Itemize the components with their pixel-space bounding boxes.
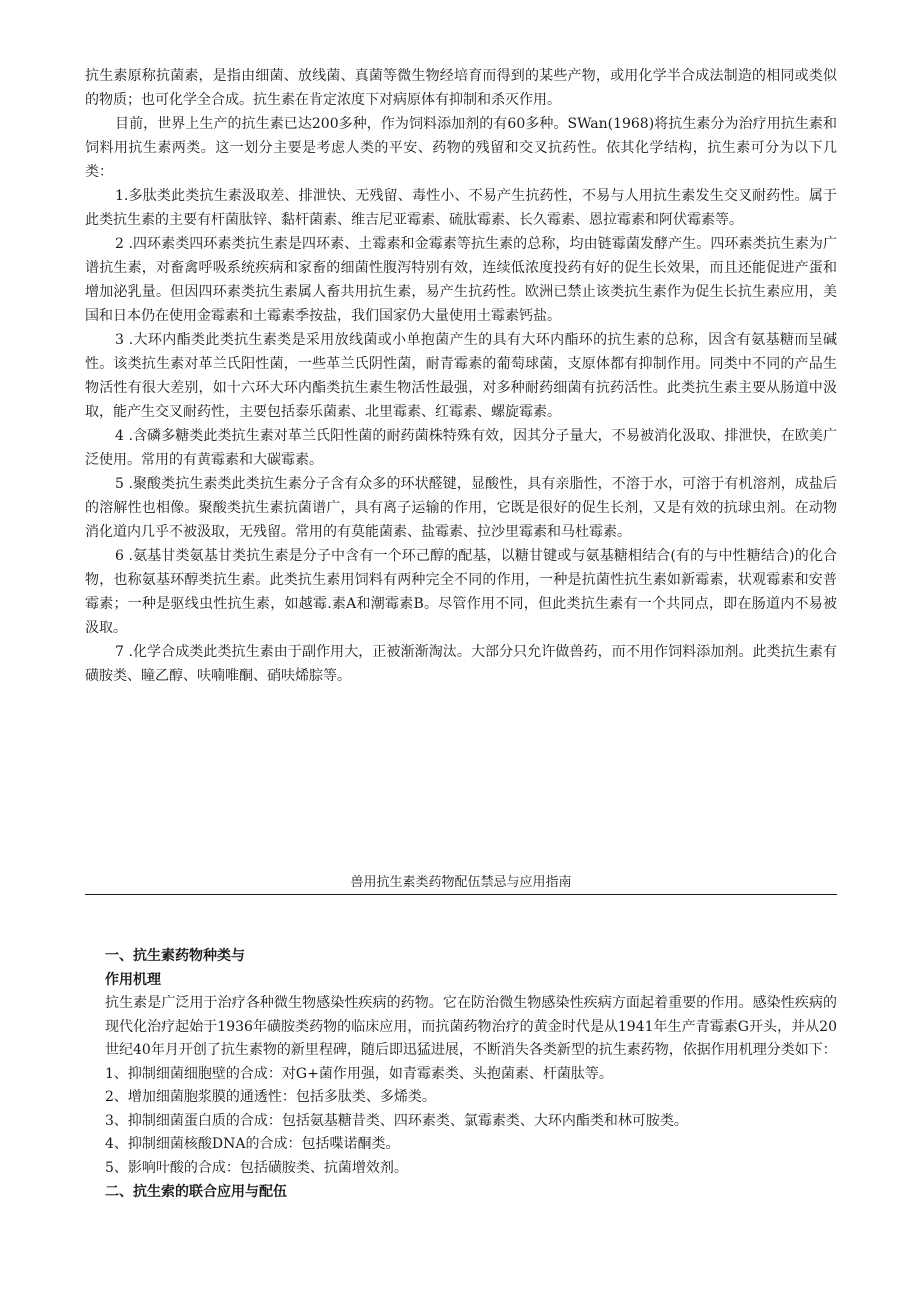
document-title: 兽用抗生素类药物配伍禁忌与应用指南	[350, 875, 572, 890]
mechanism-item: 3、抑制细菌蛋白质的合成：包括氨基糖昔类、四环素类、氯霉素类、大环内酯类和林可胺类。	[105, 1112, 688, 1129]
mechanism-item: 2、增加细菌胞浆膜的通透性：包括多肽类、多烯类。	[105, 1089, 436, 1105]
category-macrolide: 3 .大环内酯类此类抗生素类是采用放线菌或小单抱菌产生的具有大环内酯环的抗生素的总称，因含有氨基糖而呈碱性。该类抗生素对革兰氏阳性菌，一些革兰氏阴性菌，耐青霉素的葡萄球菌，支原体都有抑制作用。同类中不同的产品生物活性有很大差别，如十六环大环内酯类抗生素生物活性最强，对多种耐药细菌有抗药活性。此类抗生素主要从肠道中汲取，能产生交叉耐药性，主要包括泰乐菌素、北里霉素、红霉素、螺旋霉素。	[85, 332, 837, 420]
category-tetracycline: 2 .四环素类四环素类抗生素是四环素、土霉素和金霉素等抗生素的总称，均由链霉菌发酵产生。四环素类抗生素为广谱抗生素，对畜禽呼吸系统疾病和家畜的细菌性腹泻特别有效，连续低浓度投药有好的促生长效果，而且还能促进产蛋和增加泌乳量。但因四环素类抗生素属人畜共用抗生素，易产生抗药性。欧洲已禁止该类抗生素作为促生长抗生素应用，美国和日本仍在使用金霉素和土霉素季按盐，我们国家仍大量使用土霉素钙盐。	[85, 236, 837, 324]
document-title-block	[85, 873, 837, 895]
mechanism-item: 1、抑制细菌细胞壁的合成：对G+菌作用强，如青霉素类、头抱菌素、杆菌肽等。	[105, 1065, 613, 1082]
category-phosphoglycolipid: 4 .含磷多糖类此类抗生素对革兰氏阳性菌的耐药菌株特殊有效，因其分子量大，不易被消化汲取、排泄快，在欧美广泛使用。常用的有黄霉素和大碳霉素。	[85, 428, 837, 468]
category-synthetic: 7 .化学合成类此类抗生素由于副作用大，正被渐渐淘汰。大部分只允许做兽药，而不用作饲料添加剂。此类抗生素有磺胺类、瞳乙醇、呋喃唯酮、硝呋烯腙等。	[85, 644, 837, 684]
mechanism-item: 5、影响叶酸的合成：包括磺胺类、抗菌增效剂。	[105, 1159, 408, 1176]
category-polypeptide: 1.多肽类此类抗生素汲取差、排泄快、无残留、毒性小、不易产生抗药性，不易与人用抗生素发生交叉耐药性。属于此类抗生素的主要有杆菌肽锌、黏杆菌素、维吉尼亚霉素、硫肽霉素、长久霉素、恩拉霉素和阿伏霉素等。	[85, 188, 837, 228]
overview-paragraph: 目前，世界上生产的抗生素已达200多种，作为饲料添加剂的有60多种。SWan(1968)将抗生素分为治疗用抗生素和饲料用抗生素两类。这一划分主要是考虑人类的平安、药物的残留和交叉抗药性。依其化学结构，抗生素可分为以下几类：	[85, 116, 837, 180]
category-polyether: 5 .聚酸类抗生素类此类抗生素分子含有众多的环状醛键，显酸性，具有亲脂性，不溶于水，可溶于有机溶剂，成盐后的溶解性也相像。聚酸类抗生素抗菌谱广，具有离子运输的作用，它既是很好的促生长剂，又是有效的抗球虫剂。在动物消化道内几乎不被汲取，无残留。常用的有莫能菌素、盐霉素、拉沙里霉素和马杜霉素。	[85, 476, 837, 540]
antibiotic-classification-section	[85, 64, 837, 688]
mechanism-section	[105, 944, 837, 1204]
section-heading-1-line2: 作用机理	[105, 972, 161, 988]
mechanism-item: 4、抑制细菌核酸DNA的合成：包括喋诺酮类。	[105, 1136, 400, 1152]
mechanism-intro-paragraph: 抗生素是广泛用于治疗各种微生物感染性疾病的药物。它在防治微生物感染性疾病方面起着重要的作用。感染性疾病的现代化治疗起始于1936年磺胺类药物的临床应用，而抗菌药物治疗的黄金时代是从1941年生产青霉素G开头，并从20世纪40年月开创了抗生素物的新里程碑，随后即迅猛进展，不断消失各类新型的抗生素药物，依据作用机理分类如下：	[105, 995, 837, 1058]
section-heading-1-line1: 一、抗生素药物种类与	[105, 948, 245, 964]
category-aminoglycoside: 6 .氨基甘类氨基甘类抗生素是分子中含有一个环己醇的配基，以糖甘键或与氨基糖相结合(有的与中性糖结合)的化合物，也称氨基环醇类抗生素。此类抗生素用饲料有两种完全不同的作用，一种是抗菌性抗生素如新霉素，状观霉素和安普霉素；一种是驱线虫性抗生素，如越霉.素A和潮霉素B。尽管作用不同，但此类抗生素有一个共同点，即在肠道内不易被汲取。	[85, 548, 837, 636]
title-divider	[85, 894, 837, 895]
section-heading-2: 二、抗生索的联合应用与配伍	[105, 1184, 287, 1200]
intro-paragraph: 抗生素原称抗菌素，是指由细菌、放线菌、真菌等微生物经培育而得到的某些产物，或用化学半合成法制造的相同或类似的物质；也可化学全合成。抗生素在肯定浓度下对病原体有抑制和杀灭作用。	[85, 68, 837, 108]
